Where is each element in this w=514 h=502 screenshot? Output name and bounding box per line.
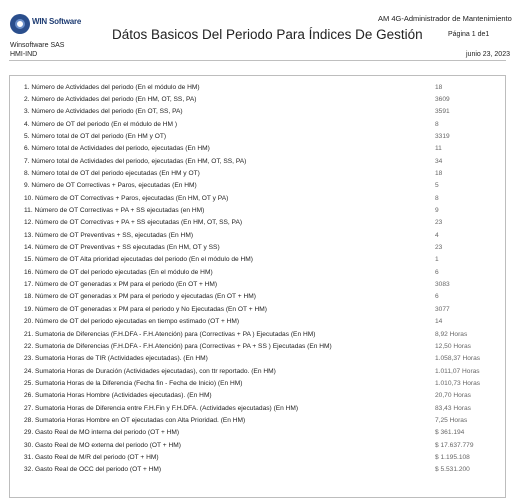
row-value: 1 (435, 256, 439, 264)
table-row (10, 403, 507, 415)
row-value: 18 (435, 169, 443, 177)
row-value: 20,70 Horas (435, 392, 471, 400)
row-label: 31. Gasto Real de M/R del periodo (OT + HM) (24, 454, 159, 461)
organization-name: Winsoftware SAS (10, 42, 65, 49)
row-label: 25. Sumatoria Horas de la Diferencia (Fecha fin - Fecha de Inicio) (En HM) (24, 379, 243, 387)
row-label: 18. Número de OT generadas x PM para el periodo y ejecutadas (En OT + HM) (24, 293, 256, 301)
table-row (10, 390, 507, 402)
row-value: 8,92 Horas (435, 330, 468, 338)
logo-text: WIN Software (32, 17, 82, 26)
row-value: $ 5.531.200 (435, 466, 470, 474)
row-label: 8. Número total de OT del periodo ejecutadas (En HM y OT) (24, 169, 200, 177)
row-label: 2. Número de Actividades del periodo (En HM, OT, SS, PA) (24, 95, 197, 103)
row-value: 18 (435, 83, 443, 91)
row-label: 26. Sumatoria Horas Hombre (Actividades ejecutadas). (En HM) (24, 392, 212, 400)
row-value: 3083 (435, 281, 450, 289)
table-row (10, 378, 507, 390)
row-label: 1. Número de Actividades del periodo (En el módulo de HM) (24, 83, 200, 91)
row-label: 10. Número de OT Correctivas + Paros, ejecutadas (En HM, OT y PA) (24, 194, 229, 202)
row-value: 12,50 Horas (435, 342, 471, 350)
row-value: 3077 (435, 305, 450, 313)
table-row (10, 230, 507, 242)
report-code: HMI-IND (10, 51, 38, 58)
row-value: 6 (435, 293, 439, 301)
table-row (10, 217, 507, 229)
row-label: 30. Gasto Real de MO externa del periodo (OT + HM) (24, 441, 181, 449)
row-label: 15. Número de OT Alta prioridad ejecutadas del periodo (En el módulo de HM) (24, 256, 253, 264)
row-label: 7. Número total de Actividades del periodo, ejecutadas (En HM, OT, SS, PA) (24, 157, 247, 165)
table-row (10, 156, 507, 168)
row-value: 83,43 Horas (435, 404, 471, 412)
table-row (10, 94, 507, 106)
row-label: 13. Número de OT Preventivas + SS, ejecutadas (En HM) (24, 231, 194, 239)
row-value: 3591 (435, 108, 450, 116)
table-row (10, 193, 507, 205)
table-row (10, 440, 507, 452)
row-label: 5. Número total de OT del periodo (En HM y OT) (24, 132, 167, 140)
row-value: 4 (435, 231, 439, 239)
header-divider (9, 60, 506, 61)
row-value: 1.058,37 Horas (435, 355, 481, 363)
table-row (10, 353, 507, 365)
table-row (10, 267, 507, 279)
table-row (10, 341, 507, 353)
row-value: 5 (435, 182, 439, 190)
row-value: 11 (435, 145, 442, 153)
row-value: 14 (435, 318, 443, 326)
row-label: 24. Sumatoria Horas de Duración (Actividades ejecutadas), con ttr reportado. (En HM) (24, 367, 276, 375)
table-row (10, 291, 507, 303)
row-label: 22. Sumatoria de Diferencias (F.H.DFA - F.H.Atención) para (Correctivas + PA + SS ) Ejecutadas (En HM) (24, 342, 332, 350)
row-label: 23. Sumatoria Horas de TIR (Actividades ejecutadas). (En HM) (24, 355, 208, 363)
page-indicator: Página 1 de1 (448, 31, 490, 38)
row-value: 3319 (435, 132, 450, 140)
row-label: 27. Sumatoria Horas de Diferencia entre F.H.Fin y F.H.DFA. (Actividades ejecutadas) (En HM) (24, 404, 299, 412)
row-value: 3609 (435, 95, 450, 103)
logo-icon (10, 14, 30, 34)
row-label: 4. Número de OT del periodo (En el módulo de HM ) (24, 120, 178, 128)
table-row (10, 119, 507, 131)
row-value: 1.011,07 Horas (435, 367, 480, 375)
row-label: 16. Número de OT del periodo ejecutadas (En el módulo de HM) (24, 268, 213, 276)
row-label: 6. Número total de Actividades del periodo, ejecutadas (En HM) (24, 145, 210, 153)
table-row (10, 82, 507, 94)
table-row (10, 464, 507, 476)
row-value: $ 361.194 (435, 429, 465, 437)
company-logo (10, 14, 105, 34)
row-value: 8 (435, 120, 439, 128)
table-row (10, 242, 507, 254)
table-row (10, 316, 507, 328)
table-row (10, 415, 507, 427)
row-label: 32. Gasto Real de OCC del periodo (OT + HM) (24, 466, 162, 474)
row-label: 3. Número de Actividades del periodo (En OT, SS, PA) (24, 108, 183, 116)
table-row (10, 279, 507, 291)
row-value: 9 (435, 207, 439, 214)
row-label: 28. Sumatoria Horas Hombre en OT ejecutadas con Alta Prioridad. (En HM) (24, 416, 246, 424)
row-label: 20. Número de OT del periodo ejecutadas en tiempo estimado (OT + HM) (24, 318, 240, 326)
table-row (10, 254, 507, 266)
row-value: 23 (435, 244, 443, 252)
row-value: 34 (435, 157, 443, 165)
row-label: 29. Gasto Real de MO interna del periodo (OT + HM) (24, 429, 180, 437)
table-row (10, 205, 507, 217)
table-row (10, 168, 507, 180)
row-label: 9. Número de OT Correctivas + Paros, ejecutadas (En HM) (24, 182, 197, 190)
row-label: 19. Número de OT generadas x PM para el periodo y No Ejecutadas (En OT + HM) (24, 305, 267, 313)
row-value: 8 (435, 194, 439, 202)
table-row (10, 366, 507, 378)
row-label: 17. Número de OT generadas x PM para el periodo (En OT + HM) (24, 281, 218, 289)
data-table (9, 75, 506, 498)
application-name: AM 4G-Administrador de Mantenimiento (378, 14, 512, 23)
row-label: 21. Sumatoria de Diferencias (F.H.DFA - F.H.Atención) para (Correctivas + PA ) Ejecutadas (En HM) (24, 330, 316, 338)
row-value: 23 (435, 219, 443, 227)
row-value: 7,25 Horas (435, 416, 468, 424)
table-row (10, 329, 507, 341)
row-value: $ 17.637.779 (435, 441, 474, 449)
row-value: 1.010,73 Horas (435, 379, 481, 387)
row-value: $ 1.195.108 (435, 454, 470, 461)
report-date: junio 23, 2023 (466, 51, 510, 58)
table-row (10, 180, 507, 192)
row-value: 6 (435, 268, 439, 276)
table-row (10, 131, 507, 143)
row-label: 11. Número de OT Correctivas + PA + SS ejecutadas (en HM) (24, 207, 205, 214)
row-label: 12. Número de OT Correctivas + PA + SS ejecutadas (En HM, OT, SS, PA) (24, 219, 243, 227)
report-title: Dátos Basicos Del Periodo Para Índices De Gestión (112, 27, 423, 42)
table-row (10, 106, 507, 118)
table-row (10, 427, 507, 439)
table-row (10, 304, 507, 316)
table-row (10, 143, 507, 155)
table-row (10, 452, 507, 464)
row-label: 14. Número de OT Preventivas + SS ejecutadas (En HM, OT y SS) (24, 244, 220, 252)
